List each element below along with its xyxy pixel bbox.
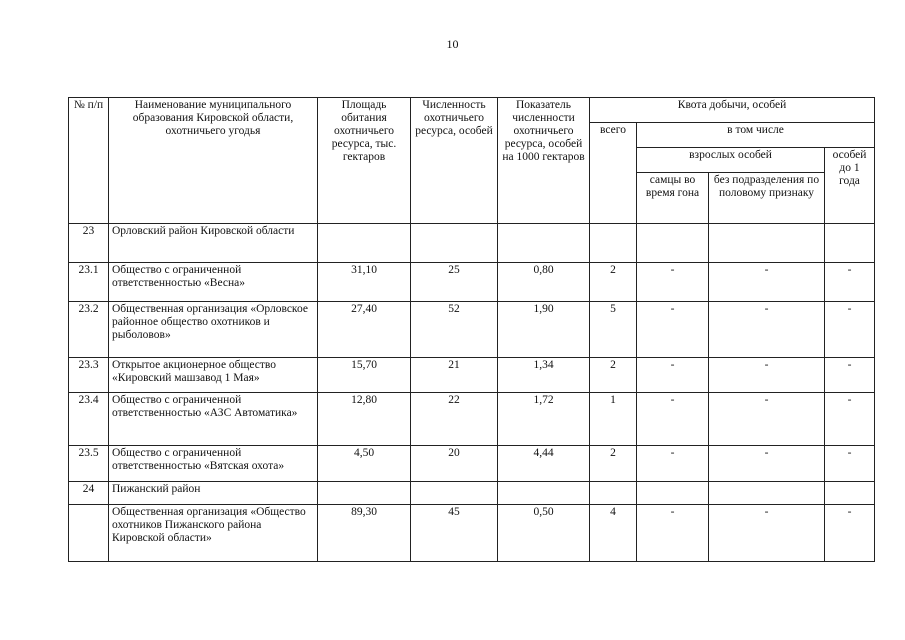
header-name: Наименование муниципального образования Кировской области, охотничьего угодья — [109, 98, 318, 224]
cell-under1 — [825, 482, 875, 505]
cell-males: - — [637, 505, 709, 562]
cell-males — [637, 482, 709, 505]
cell-total: 5 — [590, 302, 637, 358]
header-males: самцы во время гона — [637, 173, 709, 224]
cell-total: 2 — [590, 358, 637, 393]
cell-males: - — [637, 393, 709, 446]
cell-area: 27,40 — [318, 302, 411, 358]
cell-nosplit: - — [709, 446, 825, 482]
cell-males: - — [637, 446, 709, 482]
cell-density: 0,50 — [498, 505, 590, 562]
cell-under1: - — [825, 505, 875, 562]
cell-count: 45 — [411, 505, 498, 562]
header-num: № п/п — [69, 98, 109, 224]
cell-total — [590, 224, 637, 263]
cell-males: - — [637, 302, 709, 358]
cell-density: 4,44 — [498, 446, 590, 482]
cell-under1 — [825, 224, 875, 263]
cell-num: 23 — [69, 224, 109, 263]
table-row — [69, 263, 875, 302]
cell-count: 52 — [411, 302, 498, 358]
header-total: всего — [590, 123, 637, 224]
table-row — [69, 358, 875, 393]
table-row — [69, 446, 875, 482]
cell-count: 22 — [411, 393, 498, 446]
cell-under1: - — [825, 358, 875, 393]
cell-area: 15,70 — [318, 358, 411, 393]
cell-name: Общество с ограниченной ответственностью «АЗС Автоматика» — [109, 393, 318, 446]
cell-area — [318, 482, 411, 505]
cell-nosplit: - — [709, 505, 825, 562]
cell-num: 24 — [69, 482, 109, 505]
header-count: Численность охотничьего ресурса, особей — [411, 98, 498, 224]
cell-area: 12,80 — [318, 393, 411, 446]
cell-nosplit: - — [709, 302, 825, 358]
cell-males: - — [637, 263, 709, 302]
cell-males — [637, 224, 709, 263]
cell-name: Общественная организация «Орловское районное общество охотников и рыболовов» — [109, 302, 318, 358]
cell-total: 2 — [590, 446, 637, 482]
cell-count — [411, 224, 498, 263]
cell-area: 31,10 — [318, 263, 411, 302]
quota-table — [68, 97, 875, 562]
cell-nosplit: - — [709, 358, 825, 393]
cell-count: 25 — [411, 263, 498, 302]
cell-num — [69, 505, 109, 562]
header-quota: Квота добычи, особей — [590, 98, 875, 123]
cell-num: 23.2 — [69, 302, 109, 358]
cell-nosplit — [709, 482, 825, 505]
header-nosplit: без подразделения по половому признаку — [709, 173, 825, 224]
header-density: Показатель численности охотничьего ресурса, особей на 1000 гектаров — [498, 98, 590, 224]
header-under1: особей до 1 года — [825, 148, 875, 224]
cell-total — [590, 482, 637, 505]
cell-num: 23.1 — [69, 263, 109, 302]
cell-name: Общество с ограниченной ответственностью «Вятская охота» — [109, 446, 318, 482]
cell-total: 2 — [590, 263, 637, 302]
header-adults: взрослых особей — [637, 148, 825, 173]
cell-count — [411, 482, 498, 505]
cell-density — [498, 482, 590, 505]
cell-num: 23.4 — [69, 393, 109, 446]
cell-density: 0,80 — [498, 263, 590, 302]
cell-num: 23.5 — [69, 446, 109, 482]
cell-total: 4 — [590, 505, 637, 562]
cell-count: 21 — [411, 358, 498, 393]
cell-density: 1,72 — [498, 393, 590, 446]
cell-area — [318, 224, 411, 263]
cell-under1: - — [825, 302, 875, 358]
header-including: в том числе — [637, 123, 875, 148]
cell-area: 4,50 — [318, 446, 411, 482]
table-row — [69, 302, 875, 358]
cell-num: 23.3 — [69, 358, 109, 393]
cell-area: 89,30 — [318, 505, 411, 562]
table-row — [69, 224, 875, 263]
cell-nosplit: - — [709, 393, 825, 446]
table-row — [69, 505, 875, 562]
cell-nosplit — [709, 224, 825, 263]
cell-name: Орловский район Кировской области — [109, 224, 318, 263]
cell-name: Общество с ограниченной ответственностью «Весна» — [109, 263, 318, 302]
cell-nosplit: - — [709, 263, 825, 302]
cell-name: Открытое акционерное общество «Кировский машзавод 1 Мая» — [109, 358, 318, 393]
page-number: 10 — [446, 37, 459, 51]
header-area: Площадь обитания охотничьего ресурса, тыс. гектаров — [318, 98, 411, 224]
cell-under1: - — [825, 446, 875, 482]
table-row — [69, 393, 875, 446]
cell-count: 20 — [411, 446, 498, 482]
cell-density: 1,90 — [498, 302, 590, 358]
cell-density: 1,34 — [498, 358, 590, 393]
cell-name: Пижанский район — [109, 482, 318, 505]
table-row — [69, 482, 875, 505]
cell-under1: - — [825, 393, 875, 446]
cell-under1: - — [825, 263, 875, 302]
cell-name: Общественная организация «Общество охотников Пижанского района Кировской области» — [109, 505, 318, 562]
cell-density — [498, 224, 590, 263]
cell-males: - — [637, 358, 709, 393]
cell-total: 1 — [590, 393, 637, 446]
